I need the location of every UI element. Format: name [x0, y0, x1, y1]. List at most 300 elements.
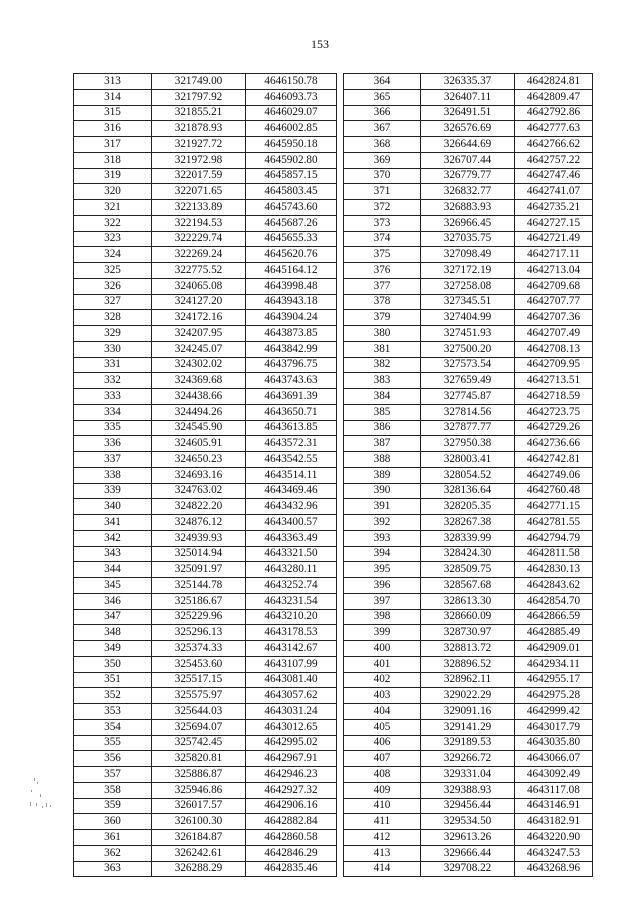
x-coordinate-cell: 328424.30	[421, 546, 515, 562]
x-coordinate-cell: 328660.09	[421, 609, 515, 625]
point-number-cell: 330	[74, 341, 152, 357]
point-number-cell: 352	[74, 688, 152, 704]
point-number-cell: 408	[344, 767, 421, 783]
table-row	[344, 593, 593, 609]
x-coordinate-cell: 324822.20	[152, 499, 246, 515]
table-row	[344, 688, 593, 704]
x-coordinate-cell: 329022.29	[421, 688, 515, 704]
table-row	[74, 751, 337, 767]
point-number-cell: 331	[74, 357, 152, 373]
x-coordinate-cell: 328205.35	[421, 499, 515, 515]
x-coordinate-cell: 325229.96	[152, 609, 246, 625]
point-number-cell: 344	[74, 562, 152, 578]
point-number-cell: 335	[74, 420, 152, 436]
x-coordinate-cell: 328136.64	[421, 483, 515, 499]
y-coordinate-cell: 4643613.85	[246, 420, 337, 436]
table-row	[344, 719, 593, 735]
table-row	[74, 389, 337, 405]
table-row	[344, 404, 593, 420]
point-number-cell: 367	[344, 121, 421, 137]
point-number-cell: 394	[344, 546, 421, 562]
y-coordinate-cell: 4643400.57	[246, 515, 337, 531]
point-number-cell: 341	[74, 515, 152, 531]
point-number-cell: 315	[74, 105, 152, 121]
point-number-cell: 342	[74, 530, 152, 546]
table-row	[74, 89, 337, 105]
x-coordinate-cell: 327573.54	[421, 357, 515, 373]
point-number-cell: 338	[74, 467, 152, 483]
x-coordinate-cell: 327098.49	[421, 247, 515, 263]
y-coordinate-cell: 4642835.46	[246, 861, 337, 877]
y-coordinate-cell: 4645857.15	[246, 168, 337, 184]
y-coordinate-cell: 4643796.75	[246, 357, 337, 373]
y-coordinate-cell: 4642811.58	[515, 546, 593, 562]
point-number-cell: 388	[344, 452, 421, 468]
x-coordinate-cell: 327345.51	[421, 294, 515, 310]
table-row	[344, 704, 593, 720]
table-row	[344, 200, 593, 216]
y-coordinate-cell: 4642707.49	[515, 326, 593, 342]
table-row	[74, 404, 337, 420]
point-number-cell: 405	[344, 719, 421, 735]
table-row	[74, 420, 337, 436]
x-coordinate-cell: 328613.30	[421, 593, 515, 609]
x-coordinate-cell: 326832.77	[421, 184, 515, 200]
table-row	[344, 184, 593, 200]
table-row	[344, 294, 593, 310]
table-row	[344, 467, 593, 483]
x-coordinate-cell: 325742.45	[152, 735, 246, 751]
table-row	[74, 530, 337, 546]
y-coordinate-cell: 4642736.66	[515, 436, 593, 452]
table-row	[74, 326, 337, 342]
x-coordinate-cell: 327035.75	[421, 231, 515, 247]
point-number-cell: 359	[74, 798, 152, 814]
table-row	[74, 247, 337, 263]
table-row	[74, 467, 337, 483]
point-number-cell: 368	[344, 137, 421, 153]
point-number-cell: 389	[344, 467, 421, 483]
y-coordinate-cell: 4642846.29	[246, 845, 337, 861]
y-coordinate-cell: 4642792.86	[515, 105, 593, 121]
x-coordinate-cell: 326779.77	[421, 168, 515, 184]
table-row	[344, 357, 593, 373]
y-coordinate-cell: 4643231.54	[246, 593, 337, 609]
point-number-cell: 323	[74, 231, 152, 247]
y-coordinate-cell: 4642777.63	[515, 121, 593, 137]
x-coordinate-cell: 321972.98	[152, 152, 246, 168]
x-coordinate-cell: 328813.72	[421, 641, 515, 657]
coordinates-table-right	[343, 73, 593, 877]
x-coordinate-cell: 329189.53	[421, 735, 515, 751]
y-coordinate-cell: 4643182.91	[515, 814, 593, 830]
x-coordinate-cell: 328896.52	[421, 656, 515, 672]
y-coordinate-cell: 4642747.46	[515, 168, 593, 184]
table-row	[344, 562, 593, 578]
x-coordinate-cell: 322229.74	[152, 231, 246, 247]
table-row	[344, 152, 593, 168]
point-number-cell: 383	[344, 373, 421, 389]
x-coordinate-cell: 325296.13	[152, 625, 246, 641]
y-coordinate-cell: 4643321.50	[246, 546, 337, 562]
point-number-cell: 374	[344, 231, 421, 247]
x-coordinate-cell: 322269.24	[152, 247, 246, 263]
y-coordinate-cell: 4643268.96	[515, 861, 593, 877]
point-number-cell: 343	[74, 546, 152, 562]
x-coordinate-cell: 329388.93	[421, 782, 515, 798]
table-row	[74, 704, 337, 720]
y-coordinate-cell: 4642718.59	[515, 389, 593, 405]
table-row	[344, 830, 593, 846]
x-coordinate-cell: 324605.91	[152, 436, 246, 452]
x-coordinate-cell: 325186.67	[152, 593, 246, 609]
point-number-cell: 361	[74, 830, 152, 846]
table-row	[74, 263, 337, 279]
x-coordinate-cell: 328054.52	[421, 467, 515, 483]
point-number-cell: 366	[344, 105, 421, 121]
y-coordinate-cell: 4642830.13	[515, 562, 593, 578]
table-row	[344, 373, 593, 389]
x-coordinate-cell: 324302.02	[152, 357, 246, 373]
point-number-cell: 334	[74, 404, 152, 420]
y-coordinate-cell: 4643432.96	[246, 499, 337, 515]
table-row	[344, 845, 593, 861]
point-number-cell: 356	[74, 751, 152, 767]
table-row	[344, 625, 593, 641]
point-number-cell: 355	[74, 735, 152, 751]
y-coordinate-cell: 4642749.06	[515, 467, 593, 483]
y-coordinate-cell: 4642771.15	[515, 499, 593, 515]
point-number-cell: 385	[344, 404, 421, 420]
table-row	[344, 546, 593, 562]
point-number-cell: 384	[344, 389, 421, 405]
y-coordinate-cell: 4645655.33	[246, 231, 337, 247]
y-coordinate-cell: 4642757.22	[515, 152, 593, 168]
point-number-cell: 411	[344, 814, 421, 830]
point-number-cell: 339	[74, 483, 152, 499]
point-number-cell: 340	[74, 499, 152, 515]
table-row	[74, 200, 337, 216]
y-coordinate-cell: 4642760.48	[515, 483, 593, 499]
y-coordinate-cell: 4642727.15	[515, 215, 593, 231]
table-row	[74, 672, 337, 688]
x-coordinate-cell: 324650.23	[152, 452, 246, 468]
y-coordinate-cell: 4642741.07	[515, 184, 593, 200]
y-coordinate-cell: 4642955.17	[515, 672, 593, 688]
y-coordinate-cell: 4643572.31	[246, 436, 337, 452]
y-coordinate-cell: 4645803.45	[246, 184, 337, 200]
x-coordinate-cell: 324876.12	[152, 515, 246, 531]
point-number-cell: 392	[344, 515, 421, 531]
point-number-cell: 354	[74, 719, 152, 735]
x-coordinate-cell: 325374.33	[152, 641, 246, 657]
x-coordinate-cell: 329534.50	[421, 814, 515, 830]
table-row	[344, 341, 593, 357]
x-coordinate-cell: 326883.93	[421, 200, 515, 216]
table-row	[344, 231, 593, 247]
point-number-cell: 357	[74, 767, 152, 783]
y-coordinate-cell: 4643363.49	[246, 530, 337, 546]
x-coordinate-cell: 328267.38	[421, 515, 515, 531]
x-coordinate-cell: 328003.41	[421, 452, 515, 468]
y-coordinate-cell: 4642995.02	[246, 735, 337, 751]
x-coordinate-cell: 329456.44	[421, 798, 515, 814]
y-coordinate-cell: 4643210.20	[246, 609, 337, 625]
table-row	[74, 656, 337, 672]
x-coordinate-cell: 329091.16	[421, 704, 515, 720]
point-number-cell: 333	[74, 389, 152, 405]
point-number-cell: 391	[344, 499, 421, 515]
table-row	[344, 609, 593, 625]
y-coordinate-cell: 4643107.99	[246, 656, 337, 672]
table-row	[74, 767, 337, 783]
y-coordinate-cell: 4642721.49	[515, 231, 593, 247]
x-coordinate-cell: 327172.19	[421, 263, 515, 279]
y-coordinate-cell: 4643117.08	[515, 782, 593, 798]
x-coordinate-cell: 325644.03	[152, 704, 246, 720]
x-coordinate-cell: 327451.93	[421, 326, 515, 342]
point-number-cell: 406	[344, 735, 421, 751]
x-coordinate-cell: 325144.78	[152, 578, 246, 594]
point-number-cell: 380	[344, 326, 421, 342]
x-coordinate-cell: 327745.87	[421, 389, 515, 405]
point-number-cell: 337	[74, 452, 152, 468]
point-number-cell: 377	[344, 278, 421, 294]
x-coordinate-cell: 325453.60	[152, 656, 246, 672]
table-row	[344, 499, 593, 515]
point-number-cell: 413	[344, 845, 421, 861]
point-number-cell: 387	[344, 436, 421, 452]
x-coordinate-cell: 327258.08	[421, 278, 515, 294]
x-coordinate-cell: 321797.92	[152, 89, 246, 105]
y-coordinate-cell: 4642967.91	[246, 751, 337, 767]
table-row	[344, 168, 593, 184]
point-number-cell: 403	[344, 688, 421, 704]
x-coordinate-cell: 329666.44	[421, 845, 515, 861]
point-number-cell: 381	[344, 341, 421, 357]
point-number-cell: 404	[344, 704, 421, 720]
table-row	[74, 436, 337, 452]
x-coordinate-cell: 325694.07	[152, 719, 246, 735]
table-row	[74, 814, 337, 830]
table-row	[74, 641, 337, 657]
point-number-cell: 317	[74, 137, 152, 153]
y-coordinate-cell: 4642742.81	[515, 452, 593, 468]
x-coordinate-cell: 325820.81	[152, 751, 246, 767]
x-coordinate-cell: 326017.57	[152, 798, 246, 814]
y-coordinate-cell: 4642713.04	[515, 263, 593, 279]
y-coordinate-cell: 4642781.55	[515, 515, 593, 531]
table-row	[74, 184, 337, 200]
y-coordinate-cell: 4643092.49	[515, 767, 593, 783]
table-row	[74, 357, 337, 373]
x-coordinate-cell: 326707.44	[421, 152, 515, 168]
table-row	[344, 735, 593, 751]
point-number-cell: 362	[74, 845, 152, 861]
x-coordinate-cell: 324245.07	[152, 341, 246, 357]
point-number-cell: 400	[344, 641, 421, 657]
y-coordinate-cell: 4643514.11	[246, 467, 337, 483]
point-number-cell: 319	[74, 168, 152, 184]
x-coordinate-cell: 324763.02	[152, 483, 246, 499]
y-coordinate-cell: 4642999.42	[515, 704, 593, 720]
y-coordinate-cell: 4642843.62	[515, 578, 593, 594]
page-number: 153	[311, 37, 329, 51]
x-coordinate-cell: 327877.77	[421, 420, 515, 436]
table-row	[74, 105, 337, 121]
x-coordinate-cell: 327814.56	[421, 404, 515, 420]
table-row	[74, 719, 337, 735]
table-row	[344, 326, 593, 342]
table-row	[74, 593, 337, 609]
x-coordinate-cell: 328962.11	[421, 672, 515, 688]
y-coordinate-cell: 4645902.80	[246, 152, 337, 168]
table-row	[344, 767, 593, 783]
table-row	[344, 452, 593, 468]
y-coordinate-cell: 4642946.23	[246, 767, 337, 783]
y-coordinate-cell: 4646093.73	[246, 89, 337, 105]
table-row	[344, 247, 593, 263]
y-coordinate-cell: 4642824.81	[515, 74, 593, 90]
point-number-cell: 364	[344, 74, 421, 90]
table-row	[344, 263, 593, 279]
point-number-cell: 314	[74, 89, 152, 105]
table-row	[74, 782, 337, 798]
x-coordinate-cell: 329331.04	[421, 767, 515, 783]
y-coordinate-cell: 4643998.48	[246, 278, 337, 294]
table-row	[344, 436, 593, 452]
table-row	[74, 121, 337, 137]
point-number-cell: 329	[74, 326, 152, 342]
y-coordinate-cell: 4642713.51	[515, 373, 593, 389]
point-number-cell: 332	[74, 373, 152, 389]
table-row	[344, 814, 593, 830]
table-row	[344, 530, 593, 546]
x-coordinate-cell: 326407.11	[421, 89, 515, 105]
x-coordinate-cell: 329266.72	[421, 751, 515, 767]
x-coordinate-cell: 329613.26	[421, 830, 515, 846]
y-coordinate-cell: 4645950.18	[246, 137, 337, 153]
point-number-cell: 316	[74, 121, 152, 137]
y-coordinate-cell: 4643031.24	[246, 704, 337, 720]
y-coordinate-cell: 4645620.76	[246, 247, 337, 263]
y-coordinate-cell: 4643066.07	[515, 751, 593, 767]
y-coordinate-cell: 4642709.95	[515, 357, 593, 373]
y-coordinate-cell: 4643146.91	[515, 798, 593, 814]
y-coordinate-cell: 4642975.28	[515, 688, 593, 704]
y-coordinate-cell: 4643220.90	[515, 830, 593, 846]
y-coordinate-cell: 4642927.32	[246, 782, 337, 798]
point-number-cell: 324	[74, 247, 152, 263]
y-coordinate-cell: 4642882.84	[246, 814, 337, 830]
y-coordinate-cell: 4643943.18	[246, 294, 337, 310]
point-number-cell: 322	[74, 215, 152, 231]
point-number-cell: 379	[344, 310, 421, 326]
point-number-cell: 348	[74, 625, 152, 641]
y-coordinate-cell: 4642717.11	[515, 247, 593, 263]
x-coordinate-cell: 328567.68	[421, 578, 515, 594]
x-coordinate-cell: 326335.37	[421, 74, 515, 90]
y-coordinate-cell: 4646029.07	[246, 105, 337, 121]
y-coordinate-cell: 4646150.78	[246, 74, 337, 90]
table-row	[344, 420, 593, 436]
point-number-cell: 396	[344, 578, 421, 594]
y-coordinate-cell: 4643469.46	[246, 483, 337, 499]
x-coordinate-cell: 325946.86	[152, 782, 246, 798]
point-number-cell: 326	[74, 278, 152, 294]
point-number-cell: 351	[74, 672, 152, 688]
y-coordinate-cell: 4642723.75	[515, 404, 593, 420]
table-row	[344, 751, 593, 767]
point-number-cell: 376	[344, 263, 421, 279]
x-coordinate-cell: 324545.90	[152, 420, 246, 436]
point-number-cell: 371	[344, 184, 421, 200]
y-coordinate-cell: 4642794.79	[515, 530, 593, 546]
point-number-cell: 313	[74, 74, 152, 90]
table-row	[74, 278, 337, 294]
point-number-cell: 350	[74, 656, 152, 672]
table-row	[74, 830, 337, 846]
table-row	[74, 798, 337, 814]
point-number-cell: 397	[344, 593, 421, 609]
y-coordinate-cell: 4643873.85	[246, 326, 337, 342]
point-number-cell: 345	[74, 578, 152, 594]
x-coordinate-cell: 322775.52	[152, 263, 246, 279]
x-coordinate-cell: 327500.20	[421, 341, 515, 357]
table-row	[344, 121, 593, 137]
y-coordinate-cell: 4642709.68	[515, 278, 593, 294]
y-coordinate-cell: 4643691.39	[246, 389, 337, 405]
table-row	[74, 609, 337, 625]
table-row	[344, 782, 593, 798]
point-number-cell: 347	[74, 609, 152, 625]
x-coordinate-cell: 328509.75	[421, 562, 515, 578]
x-coordinate-cell: 322017.59	[152, 168, 246, 184]
x-coordinate-cell: 324065.08	[152, 278, 246, 294]
x-coordinate-cell: 326242.61	[152, 845, 246, 861]
table-row	[344, 74, 593, 90]
point-number-cell: 358	[74, 782, 152, 798]
x-coordinate-cell: 325886.87	[152, 767, 246, 783]
y-coordinate-cell: 4642906.16	[246, 798, 337, 814]
table-row	[74, 845, 337, 861]
table-row	[344, 641, 593, 657]
y-coordinate-cell: 4642885.49	[515, 625, 593, 641]
table-row	[344, 798, 593, 814]
x-coordinate-cell: 324693.16	[152, 467, 246, 483]
table-row	[74, 152, 337, 168]
table-row	[344, 861, 593, 877]
point-number-cell: 399	[344, 625, 421, 641]
coordinates-table-left	[73, 73, 337, 877]
x-coordinate-cell: 321749.00	[152, 74, 246, 90]
y-coordinate-cell: 4642809.47	[515, 89, 593, 105]
point-number-cell: 360	[74, 814, 152, 830]
table-row	[74, 341, 337, 357]
y-coordinate-cell: 4642707.77	[515, 294, 593, 310]
point-number-cell: 373	[344, 215, 421, 231]
point-number-cell: 327	[74, 294, 152, 310]
point-number-cell: 369	[344, 152, 421, 168]
x-coordinate-cell: 322133.89	[152, 200, 246, 216]
y-coordinate-cell: 4643012.65	[246, 719, 337, 735]
x-coordinate-cell: 328730.97	[421, 625, 515, 641]
table-row	[344, 578, 593, 594]
x-coordinate-cell: 326491.51	[421, 105, 515, 121]
point-number-cell: 346	[74, 593, 152, 609]
table-row	[74, 231, 337, 247]
point-number-cell: 325	[74, 263, 152, 279]
